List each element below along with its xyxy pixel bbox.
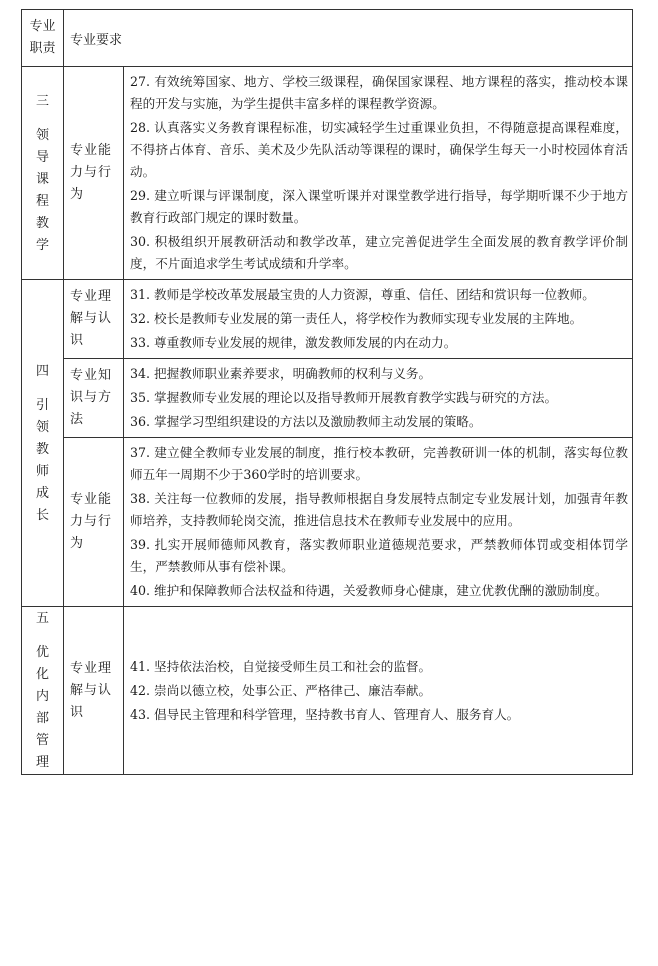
header-duty-line2: 职责	[29, 41, 56, 56]
subcategory-label: 专业能 力与行 为	[64, 67, 124, 280]
requirement-item: 39. 扎实开展师德师风教育，落实教师职业道德规范要求，严禁教师体罚或变相体罚学生，严禁教师从事有偿补课。	[130, 537, 629, 574]
section-row	[22, 359, 633, 438]
header-duty-cell	[22, 10, 64, 67]
requirement-item: 32. 校长是教师专业发展的第一责任人，将学校作为教师实现专业发展的主阵地。	[130, 311, 583, 326]
requirement-item: 41. 坚持依法治校，自觉接受师生员工和社会的监督。	[130, 658, 432, 674]
requirement-item: 28. 认真落实义务教育课程标准，切实减轻学生过重课业负担，不得随意提高课程难度，不得挤占体育、音乐、美术及少先队活动等课程的课时，确保学生每天一小时校园体育活动。	[130, 120, 629, 179]
section-row	[22, 280, 633, 359]
requirement-item: 42. 崇尚以德立校，处事公正、严格律己、廉洁奉献。	[130, 682, 432, 698]
requirement-item: 37. 建立健全教师专业发展的制度，推行校本教研，完善教研训一体的机制，落实每位教师五年一周期不少于360学时的培训要求。	[130, 445, 629, 482]
header-duty-line1: 专业	[29, 19, 56, 34]
section-title: 领 导 课 程 教 学	[35, 127, 49, 253]
requirement-item: 35. 掌握教师专业发展的理论以及指导教师开展教育教学实践与研究的方法。	[130, 390, 558, 405]
requirement-item: 34. 把握教师职业素养要求，明确教师的权利与义务。	[130, 366, 432, 381]
requirement-item: 31. 教师是学校改革发展最宝贵的人力资源，尊重、信任、团结和赏识每一位教师。	[130, 287, 595, 302]
subcategory-label: 专业理 解与认 识	[64, 280, 124, 359]
section-row	[22, 67, 633, 280]
requirements-table	[21, 9, 633, 775]
duty-cell	[22, 280, 64, 607]
section-number: 四	[35, 363, 49, 379]
requirement-item: 27. 有效统筹国家、地方、学校三级课程，确保国家课程、地方课程的落实，推动校本课程的开发与实施，为学生提供丰富多样的课程教学资源。	[130, 74, 629, 111]
requirement-item: 30. 积极组织开展教研活动和教学改革，建立完善促进学生全面发展的教育教学评价制度，不片面追求学生考试成绩和升学率。	[130, 234, 629, 271]
duty-cell	[22, 607, 64, 775]
requirement-items	[124, 359, 633, 438]
requirement-item: 40. 维护和保障教师合法权益和待遇，关爱教师身心健康，建立优教优酬的激励制度。	[130, 583, 608, 598]
section-title: 引 领 教 师 成 长	[35, 397, 49, 523]
header-requirement-cell	[64, 10, 633, 67]
requirement-item: 38. 关注每一位教师的发展，指导教师根据自身发展特点制定专业发展计划，加强青年教师培养，支持教师轮岗交流，推进信息技术在教师专业发展中的应用。	[130, 491, 629, 528]
header-row	[22, 10, 633, 67]
requirement-items	[124, 607, 633, 775]
requirement-item: 36. 掌握学习型组织建设的方法以及激励教师主动发展的策略。	[130, 414, 482, 429]
section-number: 五	[35, 611, 49, 626]
subcategory-label: 专业知 识与方 法	[64, 359, 124, 438]
section-row	[22, 438, 633, 607]
requirement-items	[124, 67, 633, 280]
section-row	[22, 607, 633, 775]
section-number: 三	[35, 93, 49, 109]
section-title: 优 化 内 部 管 理	[35, 645, 49, 770]
header-requirement: 专业要求	[70, 32, 123, 48]
requirement-items	[124, 280, 633, 359]
requirement-items	[124, 438, 633, 607]
requirement-item: 43. 倡导民主管理和科学管理，坚持教书育人、管理育人、服务育人。	[130, 706, 520, 722]
subcategory-label: 专业能 力与行 为	[64, 438, 124, 607]
requirement-item: 33. 尊重教师专业发展的规律，激发教师发展的内在动力。	[130, 335, 457, 350]
requirement-item: 29. 建立听课与评课制度，深入课堂听课并对课堂教学进行指导，每学期听课不少于地方教育行政部门规定的课时数量。	[130, 188, 629, 225]
subcategory-label: 专业理 解与认 识	[64, 607, 124, 775]
duty-cell	[22, 67, 64, 280]
